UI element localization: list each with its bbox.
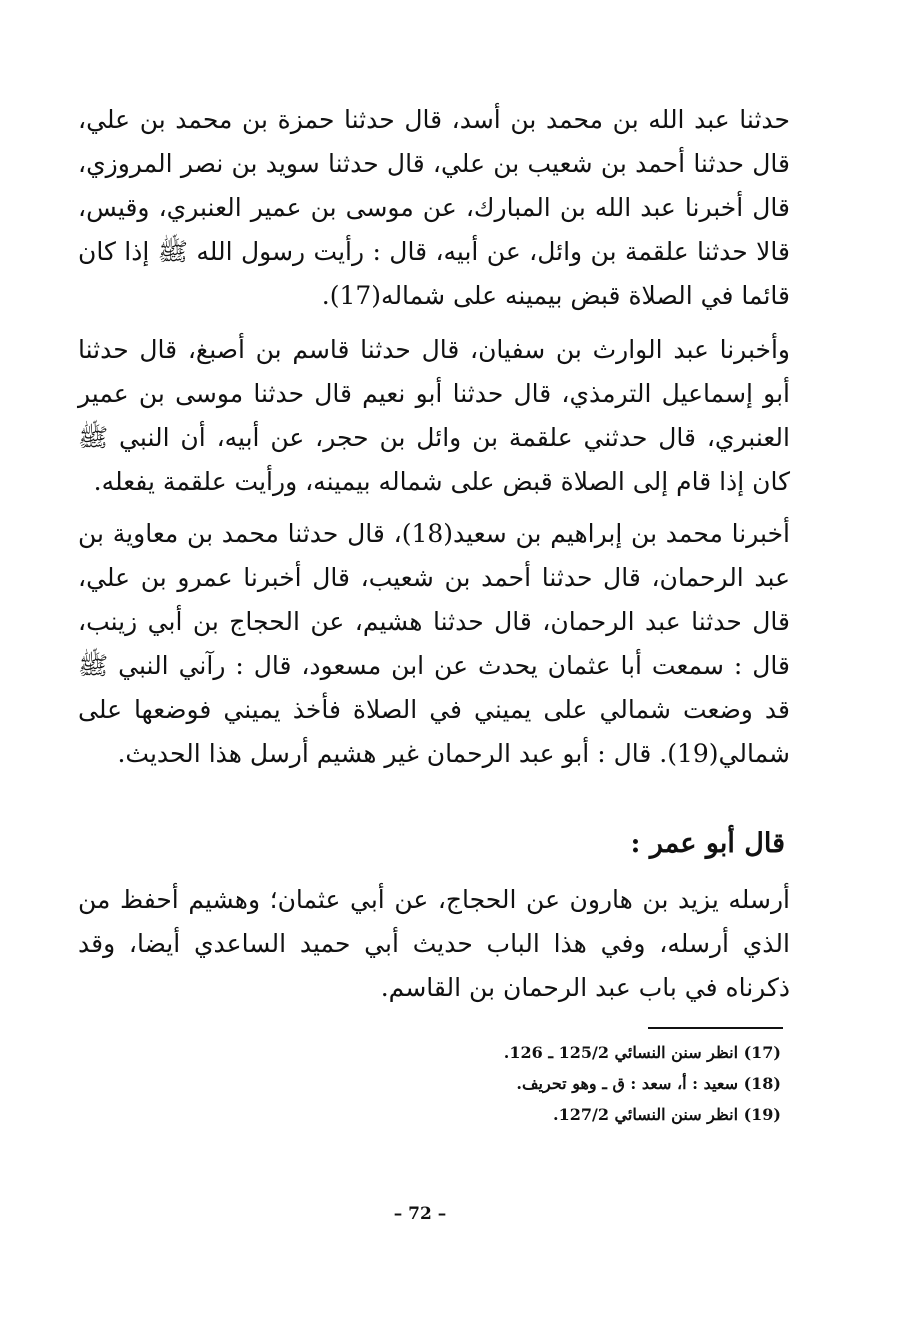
paragraph-2: وأخبرنا عبد الوارث بن سفيان، قال حدثنا قاسم بن أصبغ، قال حدثنا أبو إسماعيل الترمذي، قال حدثنا أبو نعيم قال حدثنا موسى بن عمير العنبري، قال حدثني علقمة بن وائل بن حجر، عن أبيه، أن النبي ﷺ كان إذا قام إلى الصلاة قبض على شماله بيمينه، ورأيت علقمة يفعله.	[78, 335, 790, 496]
footnote-17: (17) انظر سنن النسائي 125/2 ـ 126.	[503, 1043, 781, 1062]
section-heading: قال أبو عمر :	[630, 828, 785, 859]
footnote-19: (19) انظر سنن النسائي 127/2.	[553, 1105, 781, 1124]
footnote-18: (18) سعيد : أ، سعد : ق ـ وهو تحريف.	[516, 1074, 781, 1093]
paragraph-3: أخبرنا محمد بن إبراهيم بن سعيد(18)، قال حدثنا محمد بن معاوية بن عبد الرحمان، قال حدثنا أحمد بن شعيب، قال أخبرنا عمرو بن علي، قال حدثنا عبد الرحمان، قال حدثنا هشيم، عن الحجاج بن أبي زينب، قال : سمعت أبا عثمان يحدث عن ابن مسعود، قال : رآني النبي ﷺ قد وضعت شمالي على يميني في الصلاة فأخذ يميني فوضعها على شمالي(19). قال : أبو عبد الرحمان غير هشيم أرسل هذا الحديث.	[78, 519, 790, 768]
footnote-separator	[648, 1027, 783, 1029]
footnotes	[504, 1037, 781, 1130]
page-number: – 72 –	[393, 1204, 447, 1224]
paragraph-1: حدثنا عبد الله بن محمد بن أسد، قال حدثنا حمزة بن محمد بن علي، قال حدثنا أحمد بن شعيب بن علي، قال حدثنا سويد بن نصر المروزي، قال أخبرنا عبد الله بن المبارك، عن موسى بن عمير العنبري، وقيس، قالا حدثنا علقمة بن وائل، عن أبيه، قال : رأيت رسول الله ﷺ إذا كان قائما في الصلاة قبض بيمينه على شماله(17).	[78, 105, 790, 310]
closing-paragraph: أرسله يزيد بن هارون عن الحجاج، عن أبي عثمان؛ وهشيم أحفظ من الذي أرسله، وفي هذا الباب حديث أبي حميد الساعدي أيضا، وقد ذكرناه في باب عبد الرحمان بن القاسم.	[78, 885, 790, 1002]
